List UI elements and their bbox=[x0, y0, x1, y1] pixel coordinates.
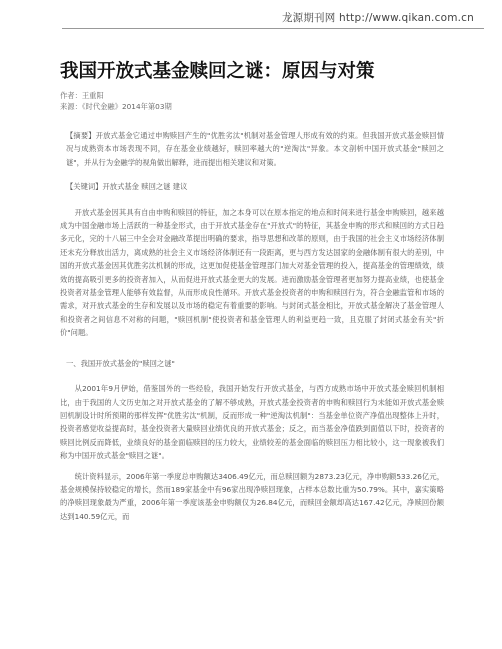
article-abstract: 【摘要】开放式基金它通过申购赎回产生的"优胜劣汰"机制对基金管理人形成有效的约束。但我国开放式基金赎回情况与成熟资本市场表现不同，存在基金业绩越好，赎回率越大的"逆淘汰"异象。本文剖析中国开放式基金"赎回之谜"，并从行为金融学的视角做出解释，进而提出相关建议和对策。 bbox=[66, 131, 444, 167]
body-paragraph: 开放式基金因其具有自由申购和赎回的特征，加之本身可以在原本指定的地点和时间来进行基金申购赎回，越来越成为中国金融市场上活跃的一种基金形式，由于开放式基金存在"开放式"的特征，其基金申购的形式和赎回的方式日趋多元化，完的十八届三中全会对金融改革提出明确的要求，指导思想和改革的原则，由于我国的社会主义市场经济体制还未充分释放出活力，离成熟的社会主义市场经济体制还有一段距离，更与西方发达国家的金融体制有很大的差别，中国的开放式基金因其优胜劣汰机制的形成，这更加促使基金管理部门加大对基金管理的投入，提高基金的管理绩效，绩效的提高吸引更多的投资者加入，从而促进开放式基金更大的发展。进而激励基金管理者更加努力提高业绩，也使基金投资者对基金管理人能够有效监督，从而形成良性循环。开放式基金投资者的申购和赎回行为，符合金融监管和市场的需求，对开放式基金的生存和发展以及市场的稳定有着重要的影响。与封闭式基金相比，开放式基金解决了基金管理人和投资者之间信息不对称的问题，"赎回机制"使投资者和基金管理人的利益更趋一致，且克服了封闭式基金有关"折价"问题。 bbox=[60, 207, 444, 338]
site-header[interactable]: 龙源期刊网 http://www.qikan.com.cn bbox=[281, 12, 474, 24]
header-divider bbox=[62, 28, 484, 29]
article-title: 我国开放式基金赎回之谜：原因与对策 bbox=[60, 61, 375, 82]
article-keywords: 【关键词】开放式基金 赎回之谜 建议 bbox=[66, 182, 188, 192]
body-paragraph: 统计资料显示，2006年第一季度总申购额达3406.49亿元，而总赎回额为2873.23亿元，净申购额533.26亿元，基金规模保持较稳定的增长，然而189家基金中有96家出现净赎回现象，占样本总数比重为50.79%。其中，嘉实策略的净赎回现象最为严重，2006年第一季度该基金申购额仅为26.84亿元，而赎回金额却高达167.42亿元，净赎回份额达到140.59亿元，而 bbox=[60, 471, 444, 521]
section-heading: 一、我国开放式基金的"赎回之谜" bbox=[66, 358, 175, 368]
article-author: 作者：王重阳 bbox=[60, 91, 104, 100]
article-source: 来源：《时代金融》2014年第03期 bbox=[60, 102, 172, 111]
article-content bbox=[60, 60, 444, 523]
body-paragraph: 从2001年9月伊始，借鉴国外的一些经验，我国开始发行开放式基金，与西方成熟市场中开放式基金赎回机制相比，由于我国的人文历史加之对开放式基金的了解不够成熟，开放式基金投资者的申购和赎回行为未能如开放式基金赎回机制设计时所预期的那样发挥"优胜劣汰"机制，反而形成一种"逆淘汰机制"：当基金单位资产净值出现整体上升时，投资者感觉收益提高时，基金投资者大量赎回业绩优良的开放式基金；反之，而当基金净值跌到面值以下时，投资者的赎回比例反而降低，业绩良好的基金面临赎回的压力较大，业绩较差的基金面临的赎回压力相比较小，这一现象被我们称为中国开放式基金"赎回之谜"。 bbox=[60, 384, 444, 461]
